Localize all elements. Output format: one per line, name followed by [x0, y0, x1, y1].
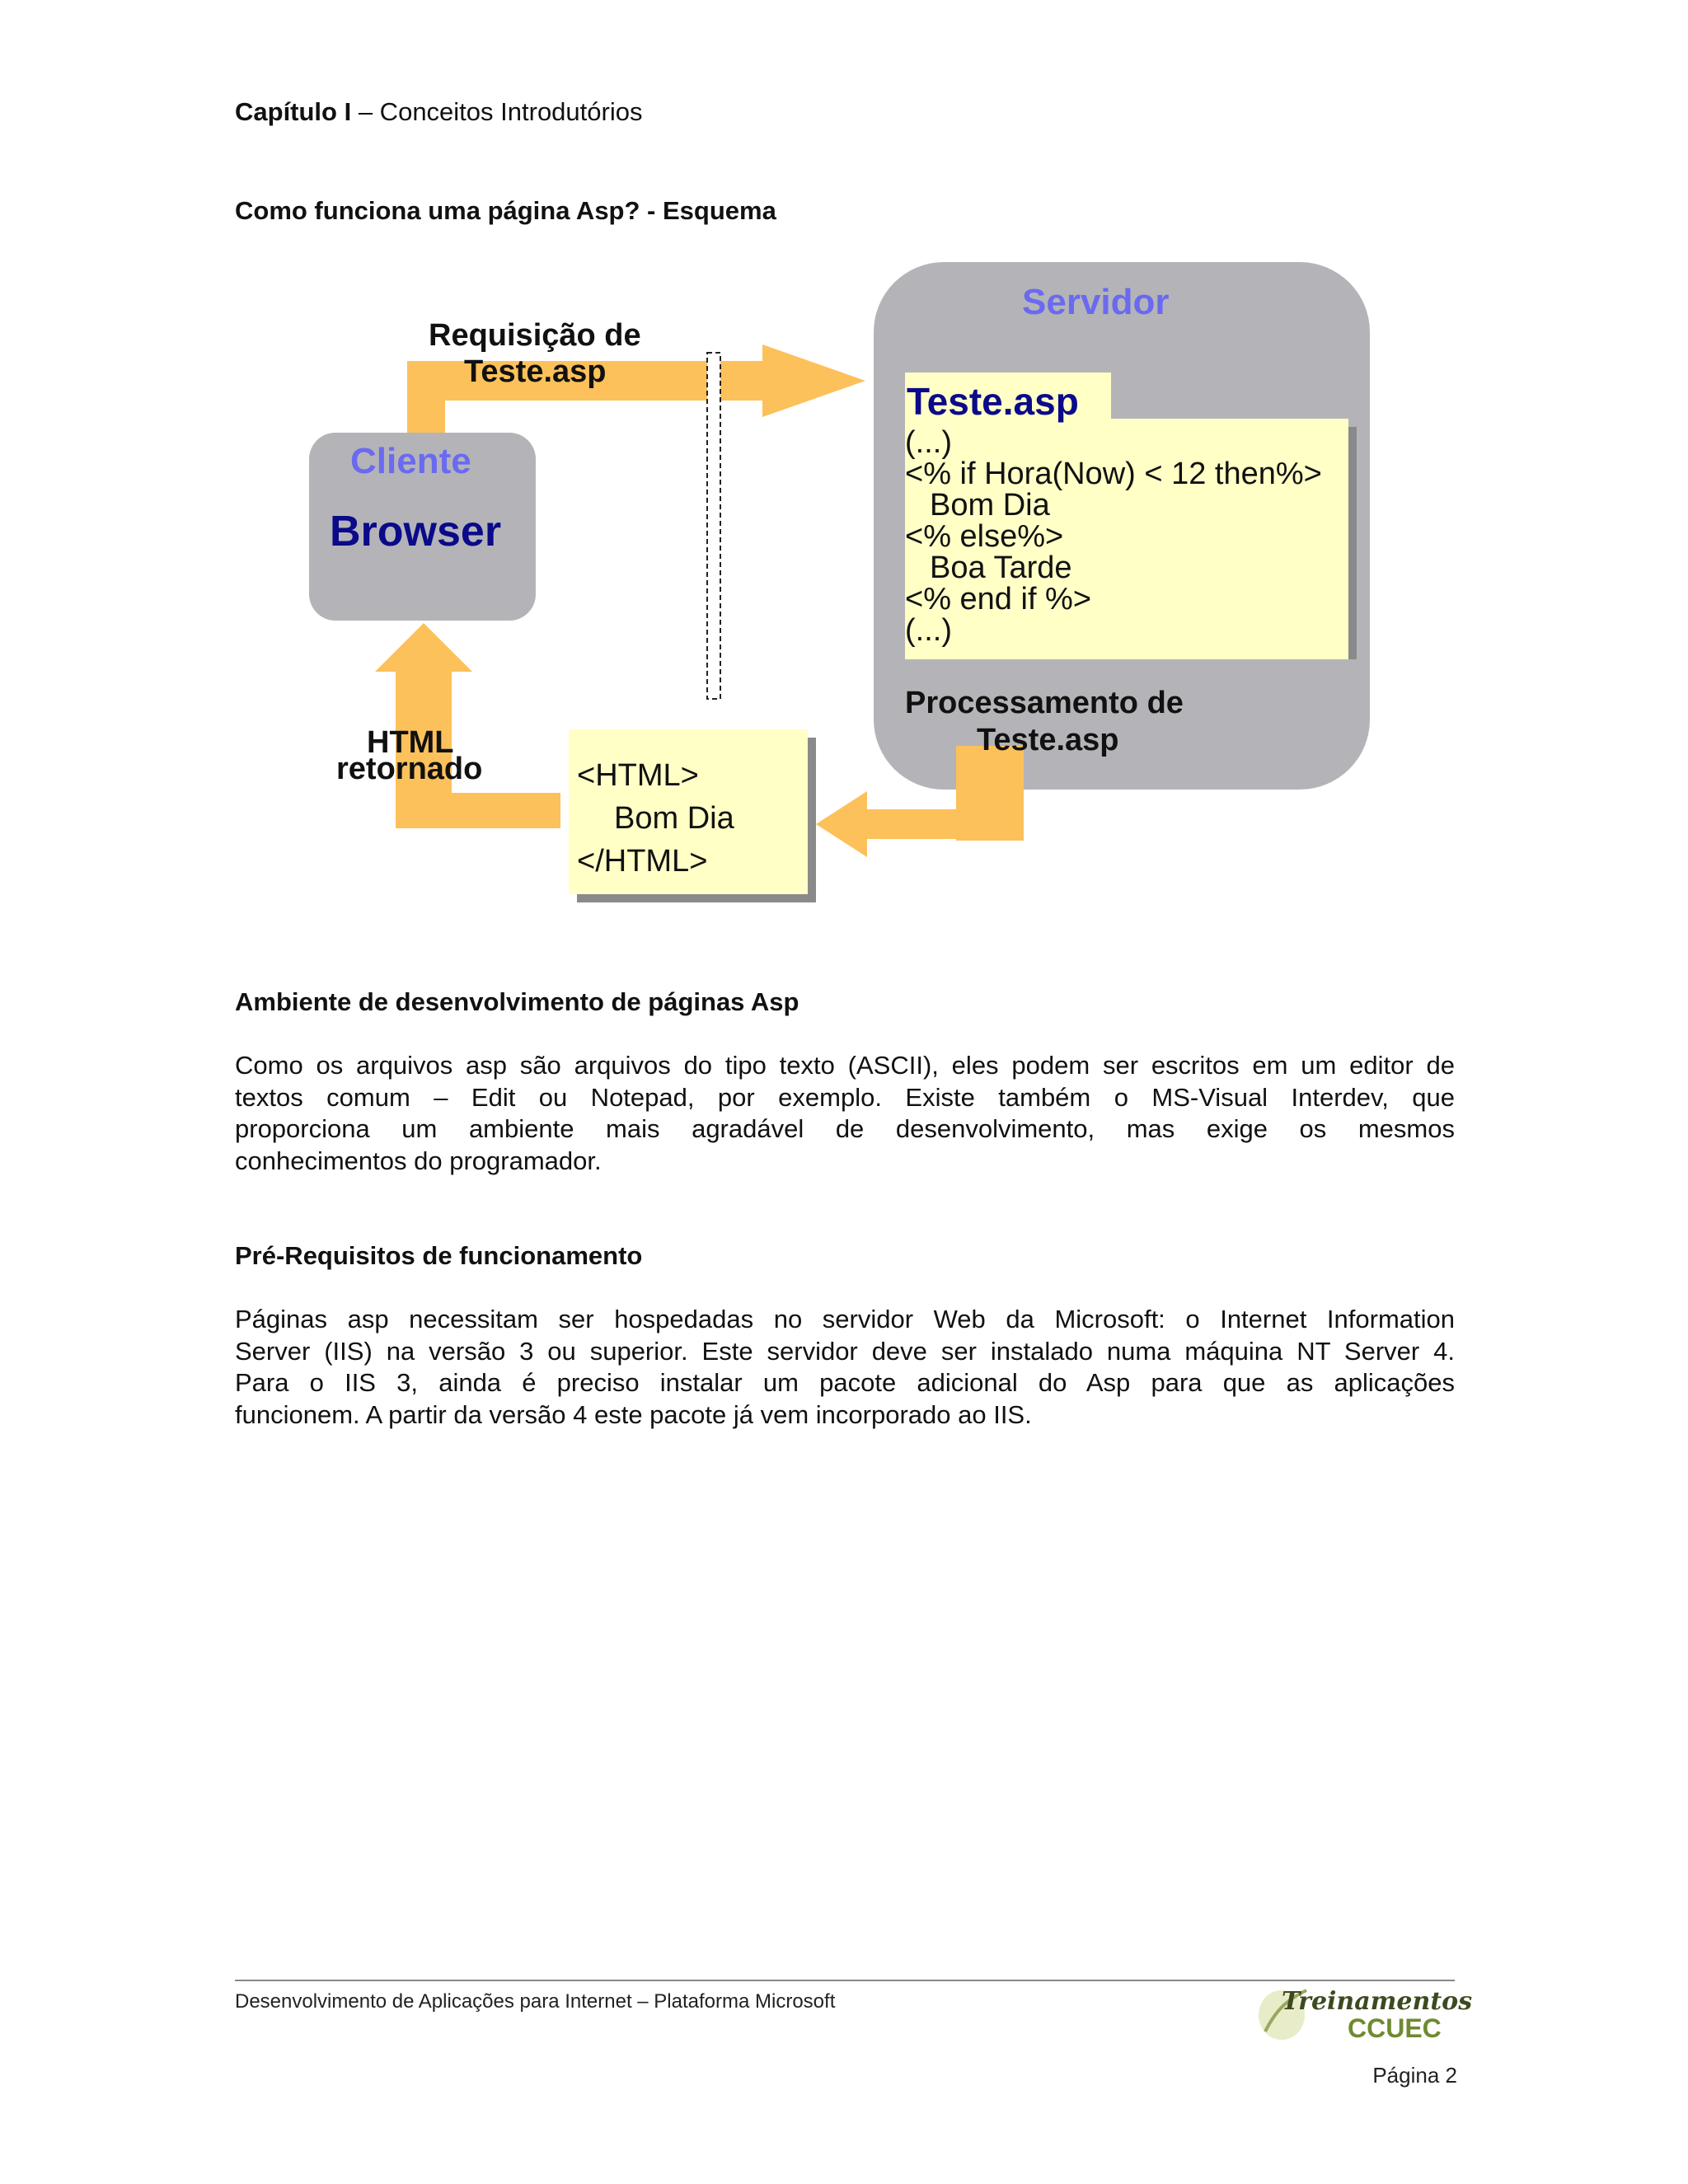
processing-arrow-stem	[956, 746, 1024, 841]
client-subtitle: Browser	[330, 508, 502, 555]
client-title: Cliente	[350, 441, 471, 481]
chapter-title: – Conceitos Introdutórios	[351, 97, 643, 126]
section-title-prerequisites: Pré-Requisitos de funcionamento	[235, 1241, 643, 1270]
logo-line2: CCUEC	[1348, 2013, 1442, 2043]
code-file-title: Teste.asp	[907, 380, 1079, 423]
paragraph-line: Server (IIS) na versão 3 ou superior. Este servidor deve ser instalado numa máquina NT Server 4.	[235, 1336, 1455, 1366]
page-number: Página 2	[1372, 2063, 1457, 2088]
code-line: <% else%>	[905, 519, 1064, 554]
chapter-number: Capítulo I	[235, 97, 352, 126]
logo-line1: Treinamentos	[1282, 1987, 1473, 2016]
paragraph-line: proporciona um ambiente mais agradável de desenvolvimento, mas exige os mesmos	[235, 1114, 1455, 1143]
paragraph-line: funcionem. A partir da versão 4 este pacote já vem incorporado ao IIS.	[235, 1399, 1032, 1429]
server-title: Servidor	[1022, 282, 1170, 322]
html-line: Bom Dia	[614, 801, 734, 836]
processing-label-line2: Teste.asp	[977, 723, 1119, 757]
ccuec-logo	[1249, 1982, 1473, 2044]
section-title-scheme: Como funciona uma página Asp? - Esquema	[235, 196, 776, 225]
request-label-line2: Teste.asp	[464, 354, 607, 389]
paragraph-line: Como os arquivos asp são arquivos do tipo texto (ASCII), eles podem ser escritos em um editor de	[235, 1051, 1455, 1080]
footer-divider	[235, 1980, 1455, 1981]
html-line: </HTML>	[577, 844, 708, 879]
code-line: Bom Dia	[930, 488, 1050, 523]
code-line: <% if Hora(Now) < 12 then%>	[905, 457, 1322, 491]
code-line: (...)	[905, 613, 952, 648]
paragraph-prerequisites	[235, 1304, 1455, 1431]
link-dash-line	[707, 353, 720, 699]
processing-label-line1: Processamento de	[905, 686, 1184, 720]
code-lines	[905, 427, 1322, 646]
request-label-line1: Requisição de	[429, 318, 641, 353]
code-line: <% end if %>	[905, 582, 1092, 616]
paragraph-line: Para o IIS 3, ainda é preciso instalar um pacote adicional do Asp para que as aplicações	[235, 1368, 1455, 1397]
returned-label-line2: retornado	[336, 752, 483, 786]
diagram-shapes	[0, 0, 1688, 923]
paragraph-line: textos comum – Edit ou Notepad, por exemplo. Existe também o MS-Visual Interdev, que	[235, 1082, 1455, 1112]
returned-label-line1: HTML	[367, 725, 454, 760]
asp-flow-diagram	[0, 0, 1688, 923]
paragraph-line: conhecimentos do programador.	[235, 1146, 602, 1175]
code-line: (...)	[905, 425, 952, 460]
html-lines	[577, 754, 734, 883]
footer-text: Desenvolvimento de Aplicações para Internet – Plataforma Microsoft	[235, 1990, 836, 2013]
html-line: <HTML>	[577, 758, 699, 793]
paragraph-environment	[235, 1050, 1455, 1177]
paragraph-line: Páginas asp necessitam ser hospedadas no servidor Web da Microsoft: o Internet Information	[235, 1305, 1455, 1333]
code-line: Boa Tarde	[930, 551, 1072, 585]
section-title-environment: Ambiente de desenvolvimento de páginas Asp	[235, 987, 799, 1016]
